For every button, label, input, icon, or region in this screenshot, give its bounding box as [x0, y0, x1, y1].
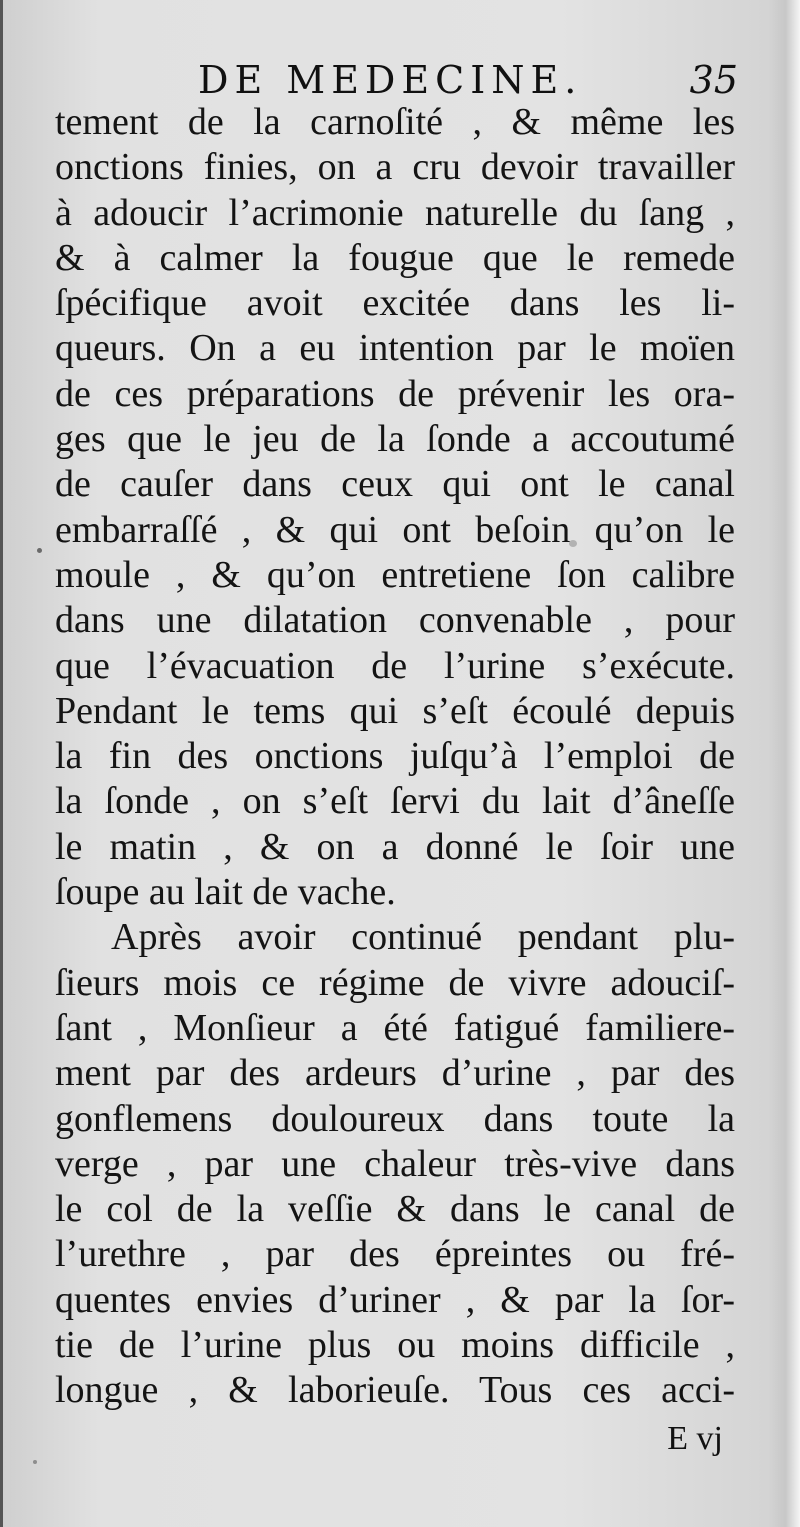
text-line: de cauſer dans ceux qui ont le canal — [55, 463, 735, 506]
text-line: ges que le jeu de la ſonde a accoutumé — [55, 418, 735, 461]
text-line: gonflemens douloureux dans toute la — [55, 1097, 735, 1140]
text-line: queurs. On a eu intention par le moïen — [55, 327, 735, 370]
text-line: ment par des ardeurs d’urine , par des — [55, 1052, 735, 1095]
text-line: le matin , & on a donné le ſoir une — [55, 825, 735, 868]
text-line: le col de la veſſie & dans le canal de — [55, 1188, 735, 1231]
text-line: tie de l’urine plus ou moins difficile , — [55, 1324, 735, 1367]
text-line: ſpécifique avoit excitée dans les li- — [55, 282, 735, 325]
text-line: embarraſſé , & qui ont beſoin qu’on le — [55, 508, 735, 551]
ink-speck — [569, 540, 577, 547]
text-line: la ſonde , on s’eſt ſervi du lait d’âneſſe — [55, 780, 735, 823]
text-line: à adoucir l’acrimonie naturelle du ſang , — [55, 191, 735, 234]
page-edge-shadow — [786, 0, 800, 1527]
text-line: quentes envies d’uriner , & par la ſor- — [55, 1278, 735, 1321]
text-line: Pendant le tems qui s’eſt écoulé depuis — [55, 689, 735, 732]
body-text — [55, 100, 735, 1414]
text-line: longue , & laborieuſe. Tous ces acci- — [55, 1369, 735, 1412]
text-line: & à calmer la fougue que le remede — [55, 236, 735, 279]
signature-mark: E vj — [667, 1420, 723, 1457]
text-line: ſieurs mois ce régime de vivre adouciſ- — [55, 961, 735, 1004]
text-line: l’urethre , par des épreintes ou fré- — [55, 1233, 735, 1276]
text-line: ſant , Monſieur a été fatigué familiere- — [55, 1006, 735, 1049]
text-line: onctions finies, on a cru devoir travailler — [55, 146, 735, 189]
text-line: verge , par une chaleur très-vive dans — [55, 1142, 735, 1185]
text-line: moule , & qu’on entretiene ſon calibre — [55, 553, 735, 596]
page-number: 35 — [689, 58, 738, 102]
ink-speck — [37, 548, 42, 553]
text-line: tement de la carnoſité , & même les — [55, 101, 735, 143]
text-line: ſoupe au lait de vache. — [55, 871, 396, 914]
text-line: que l’évacuation de l’urine s’exécute. — [55, 644, 735, 687]
paragraph-start-line: Après avoir continué pendant plu- — [111, 916, 735, 959]
text-line: la fin des onctions juſqu’à l’emploi de — [55, 735, 735, 778]
text-line: de ces préparations de prévenir les ora- — [55, 372, 735, 415]
ink-speck — [33, 1460, 37, 1464]
running-title: DE MEDECINE. — [198, 58, 583, 102]
text-line: dans une dilatation convenable , pour — [55, 599, 735, 642]
footer-row — [55, 1414, 735, 1464]
